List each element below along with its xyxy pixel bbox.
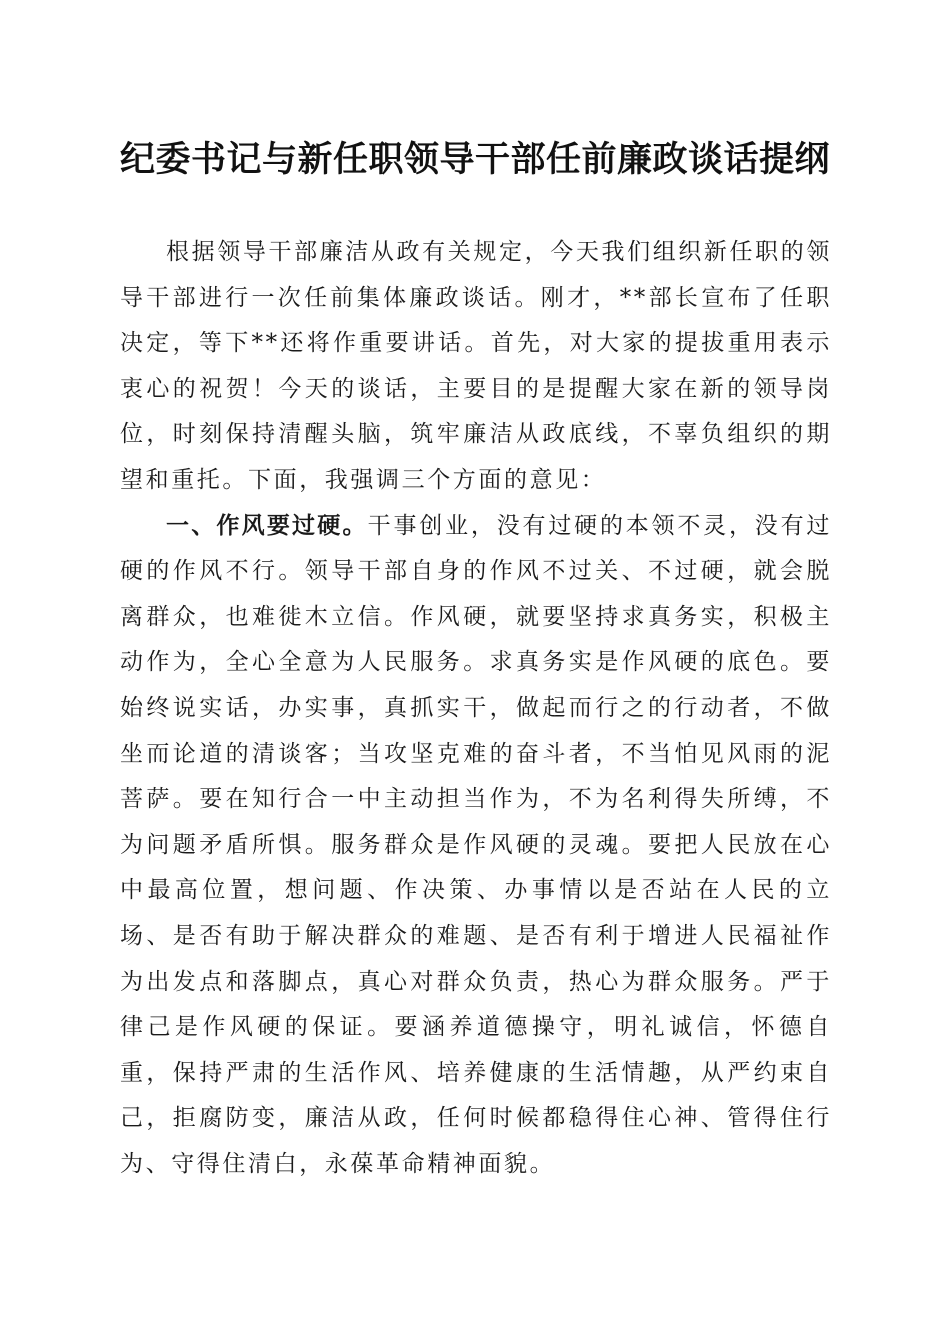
document-title: 纪委书记与新任职领导干部任前廉政谈话提纲 [119, 139, 830, 180]
section-1-heading: 一、作风要过硬。 [166, 512, 368, 539]
section-1-text: 干事创业，没有过硬的本领不灵，没有过硬的作风不行。领导干部自身的作风不过关、不过硬，就会脱离群众，也难徙木立信。作风硬，就要坚持求真务实，积极主动作为，全心全意为人民服务。求真务实是作风硬的底色。要始终说实话，办实事，真抓实干，做起而行之的行动者，不做坐而论道的清谈客；当攻坚克难的奋斗者，不当怕见风雨的泥菩萨。要在知行合一中主动担当作为，不为名利得失所缚，不为问题矛盾所惧。服务群众是作风硬的灵魂。要把人民放在心中最高位置，想问题、作决策、办事情以是否站在人民的立场、是否有助于解决群众的难题、是否有利于增进人民福祉作为出发点和落脚点，真心对群众负责，热心为群众服务。严于律己是作风硬的保证。要涵养道德操守，明礼诚信，怀德自重，保持严肃的生活作风、培养健康的生活情趣，从严约束自己，拒腐防变，廉洁从政，任何时候都稳得住心神、管得住行为、守得住清白，永葆革命精神面貌。 [120, 512, 832, 1177]
intro-paragraph: 根据领导干部廉洁从政有关规定，今天我们组织新任职的领导干部进行一次任前集体廉政谈话。刚才，**部长宣布了任职决定，等下**还将作重要讲话。首先，对大家的提拔重用表示衷心的祝贺！今天的谈话，主要目的是提醒大家在新的领导岗位，时刻保持清醒头脑，筑牢廉洁从政底线，不辜负组织的期望和重托。下面，我强调三个方面的意见： [120, 239, 832, 493]
section-1-paragraph [120, 504, 832, 1188]
document-body [120, 230, 832, 1187]
